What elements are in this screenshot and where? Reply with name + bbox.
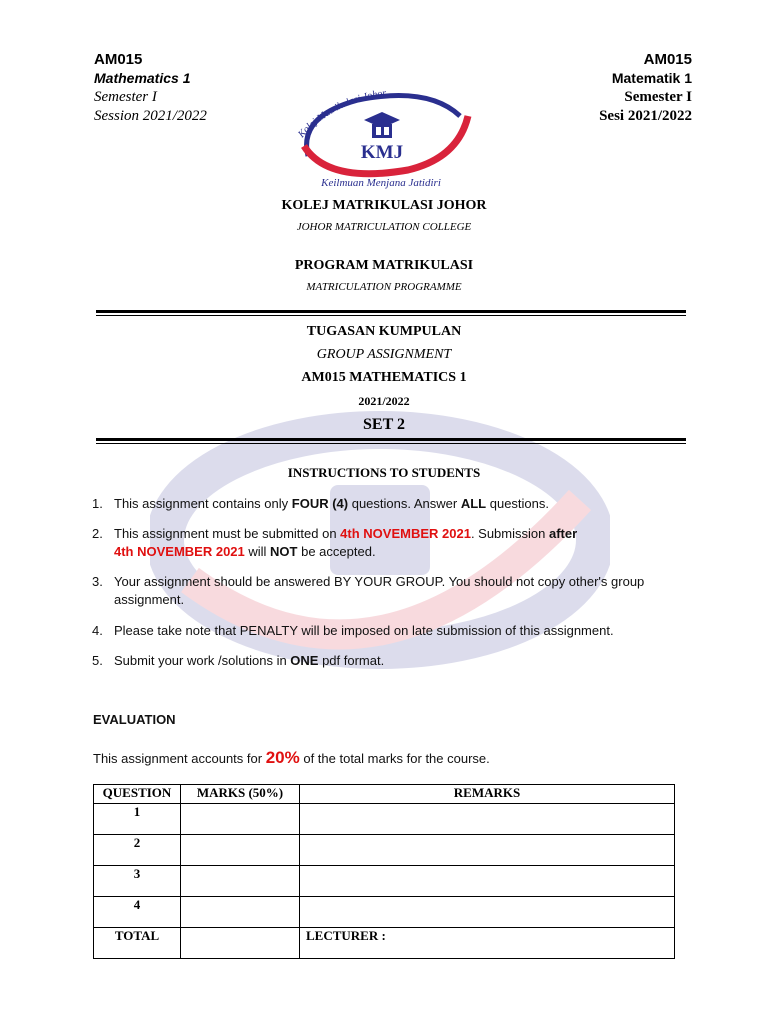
program-name-en: MATRICULATION PROGRAMME (306, 281, 462, 293)
course-code-left: AM015 (94, 51, 143, 68)
college-name: KOLEJ MATRIKULASI JOHOR (281, 198, 487, 213)
marks-cell[interactable] (181, 897, 300, 928)
question-number: 1 (94, 804, 181, 835)
instructions-heading: INSTRUCTIONS TO STUDENTS (287, 465, 481, 480)
header-marks: MARKS (50%) (181, 785, 300, 804)
assignment-title: TUGASAN KUMPULAN (306, 324, 462, 339)
table-total-row (94, 928, 675, 959)
bottom-rule-thick (96, 438, 686, 441)
course-name-right: Matematik 1 (611, 70, 692, 86)
header-question: QUESTION (94, 785, 181, 804)
table-row (94, 804, 675, 835)
marks-cell[interactable] (181, 804, 300, 835)
table-row (94, 866, 675, 897)
college-name-en: JOHOR MATRICULATION COLLEGE (296, 221, 472, 233)
assignment-title-en: GROUP ASSIGNMENT (316, 347, 452, 362)
assignment-course: AM015 MATHEMATICS 1 (301, 370, 467, 385)
evaluation-percentage: 20% (265, 748, 300, 767)
course-name-left: Mathematics 1 (94, 70, 191, 86)
instruction-item-4: 4. Please take note that PENALTY will be imposed on late submission of this assignment. (92, 623, 614, 638)
bottom-rule-thin (96, 443, 686, 444)
evaluation-heading: EVALUATION (93, 712, 176, 727)
marks-table (93, 784, 675, 959)
total-label: TOTAL (94, 928, 181, 959)
course-code-right: AM015 (643, 51, 692, 68)
logo-initials: KMJ (360, 142, 404, 163)
table-row (94, 835, 675, 866)
assignment-set: SET 2 (363, 416, 405, 433)
top-rule-thick (96, 310, 686, 313)
total-marks-cell[interactable] (181, 928, 300, 959)
semester-right: Semester I (624, 89, 692, 105)
semester-left: Semester I (94, 89, 157, 105)
header-left (94, 50, 207, 126)
top-rule-thin (96, 315, 686, 316)
remarks-cell[interactable] (300, 897, 675, 928)
logo-motto: Keilmuan Menjana Jatidiri (321, 177, 441, 189)
kmj-logo (288, 86, 474, 192)
instruction-item-3: 3. Your assignment should be answered BY YOUR GROUP. You should not copy other's group assignment. (92, 574, 645, 607)
header-right (599, 50, 692, 126)
session-right: Sesi 2021/2022 (599, 108, 692, 124)
marks-cell[interactable] (181, 866, 300, 897)
table-row (94, 897, 675, 928)
marks-cell[interactable] (181, 835, 300, 866)
remarks-cell[interactable] (300, 866, 675, 897)
logo-arc-text: Kolej Matrikulasi Johor (296, 87, 387, 140)
table-header-row (94, 785, 675, 804)
program-name: PROGRAM MATRIKULASI (294, 258, 474, 273)
question-number: 2 (94, 835, 181, 866)
assignment-year: 2021/2022 (358, 394, 410, 408)
book-cap-icon (364, 112, 400, 138)
remarks-cell[interactable] (300, 835, 675, 866)
instruction-item-2: 2. This assignment must be submitted on 4th NOVEMBER 2021. Submission after 4th NOVEMBER 2021 will NOT be accepted. (92, 526, 578, 559)
lecturer-label: LECTURER : (300, 928, 675, 959)
session-left: Session 2021/2022 (94, 108, 207, 124)
header-remarks: REMARKS (300, 785, 675, 804)
question-number: 3 (94, 866, 181, 897)
instruction-item-5: 5. Submit your work /solutions in ONE pdf format. (92, 653, 385, 668)
instruction-item-1: 1. This assignment contains only FOUR (4) questions. Answer ALL questions. (92, 496, 549, 511)
evaluation-text: This assignment accounts for 20% of the total marks for the course. (93, 748, 490, 767)
question-number: 4 (94, 897, 181, 928)
remarks-cell[interactable] (300, 804, 675, 835)
